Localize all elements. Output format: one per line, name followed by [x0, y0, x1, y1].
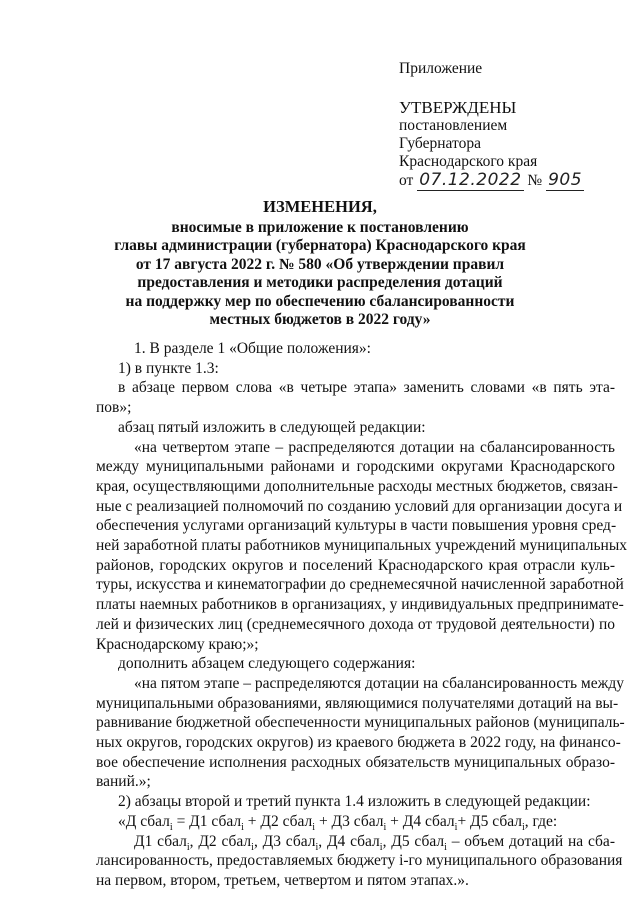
formula-term: + Д4 сбал — [386, 812, 455, 830]
quote-line: ваний.»; — [96, 773, 151, 791]
approval-line: Краснодарского края — [399, 153, 538, 170]
title-line: от 17 августа 2022 г. № 580 «Об утверждении правил — [135, 255, 505, 273]
title-line: вносимые в приложение к постановлению — [171, 218, 469, 236]
quote-line: ней заработной платы работников муниципальных учреждений муниципальных — [96, 537, 627, 555]
formula-line — [96, 812, 615, 832]
paragraph-line: пов»; — [96, 399, 132, 417]
definition-text: – объем дотаций на сба- — [446, 832, 615, 850]
subscript: i — [444, 841, 447, 853]
document-title — [84, 198, 556, 330]
paragraph-line: 2) абзацы второй и третий пункта 1.4 изложить в следующей редакции: — [118, 793, 591, 811]
decree-reference — [399, 171, 619, 190]
section-item: 1. В разделе 1 «Общие положения»: — [134, 340, 371, 357]
formula-term: = Д1 сбал — [172, 812, 242, 830]
handwritten-date: 07.12.2022 — [419, 170, 522, 190]
quote-line: между муниципальными районами и городскими округами Краснодарского — [96, 458, 615, 476]
quote-line: туры, искусства и кинематографии до среднемесячной начисленной заработной — [96, 576, 624, 594]
number-prefix: № — [527, 172, 543, 189]
definition-term: , Д2 сбал — [189, 832, 252, 850]
title-line: главы администрации (губернатора) Краснодарского края — [114, 237, 526, 254]
subscript: i — [315, 841, 319, 853]
subscript: i — [241, 821, 244, 833]
paragraph-line: абзац пятый изложить в следующей редакции: — [118, 418, 426, 436]
quote-line: Краснодарскому краю;»; — [96, 635, 259, 653]
definition-term: , Д3 сбал — [253, 832, 316, 850]
quote-line: «на четвертом этапе – распределяются дотации на сбалансированность — [134, 438, 615, 456]
subscript: i — [379, 841, 383, 853]
quote-line: вое обеспечение исполнения расходных обязательств муниципальных образо- — [96, 753, 615, 771]
definition-term: , Д4 сбал — [318, 832, 380, 850]
date-prefix: от — [399, 172, 414, 189]
paragraph-line: в абзаце первом слова «в четыре этапа» заменить словами «в пять эта- — [118, 379, 615, 397]
definition-term: , Д5 сбал — [382, 832, 445, 850]
formula-term: «Д сбал — [118, 812, 170, 830]
document-body — [96, 339, 627, 891]
title-line: местных бюджетов в 2022 году» — [209, 311, 431, 328]
quote-line: ных округов, городских округов) из краевого бюджета в 2022 году, на финансо- — [96, 734, 621, 752]
formula-term: , где: — [524, 812, 558, 830]
formula-term: + Д5 сбал — [457, 812, 522, 830]
title-heading: ИЗМЕНЕНИЯ, — [263, 197, 377, 216]
quote-line: равнивание бюджетной обеспеченности муниципальных районов (муниципаль- — [96, 714, 625, 732]
quote-line: обеспечения услугами организаций культуры в части повышения уровня сред- — [96, 517, 617, 535]
subscript: i — [454, 821, 458, 833]
quote-line: муниципальными образованиями, являющимися получателями дотаций на вы- — [96, 694, 619, 712]
formula-term: + Д3 сбал — [315, 812, 384, 830]
formula-term: + Д2 сбал — [243, 812, 313, 830]
title-line: предоставления и методики распределения дотаций — [137, 274, 503, 291]
subitem: 1) в пункте 1.3: — [118, 359, 219, 377]
quote-line: платы наемных работников в организациях, у индивидуальных предпринимате- — [96, 596, 624, 614]
approval-line: Губернатора — [399, 135, 481, 152]
quote-line: лей и физических лиц (среднемесячного дохода от трудовой деятельности) по — [96, 615, 615, 633]
title-line: на поддержку мер по обеспечению сбалансированности — [125, 292, 515, 310]
quote-line: «на пятом этапе – распределяются дотации на сбалансированность между — [134, 674, 624, 692]
definition-term: Д1 сбал — [134, 832, 187, 850]
quote-line: ные с реализацией полномочий по созданию условий для организации досуга и — [96, 497, 623, 515]
definition-line — [96, 832, 615, 852]
approval-block — [399, 60, 619, 190]
quote-line: края, осуществляющими дополнительные расходы местных бюджетов, связан- — [96, 477, 618, 495]
handwritten-number: 905 — [548, 170, 583, 190]
subscript: i — [186, 841, 190, 853]
paragraph-line: дополнить абзацем следующего содержания: — [118, 655, 416, 673]
definition-line: на первом, втором, третьем, четвертом и пятом этапах.». — [96, 871, 469, 889]
approved-label: УТВЕРЖДЕНЫ — [399, 98, 517, 117]
subscript: i — [312, 821, 316, 833]
approval-line: постановлением — [399, 117, 508, 134]
subscript: i — [169, 821, 173, 833]
subscript: i — [383, 821, 387, 833]
appendix-label: Приложение — [399, 60, 483, 77]
subscript: i — [251, 841, 254, 853]
quote-line: районов, городских округов и поселений Краснодарского края отрасли куль- — [96, 556, 615, 574]
definition-line: лансированность, предоставляемых бюджету i-го муниципального образования — [96, 852, 623, 870]
subscript: i — [521, 821, 525, 833]
